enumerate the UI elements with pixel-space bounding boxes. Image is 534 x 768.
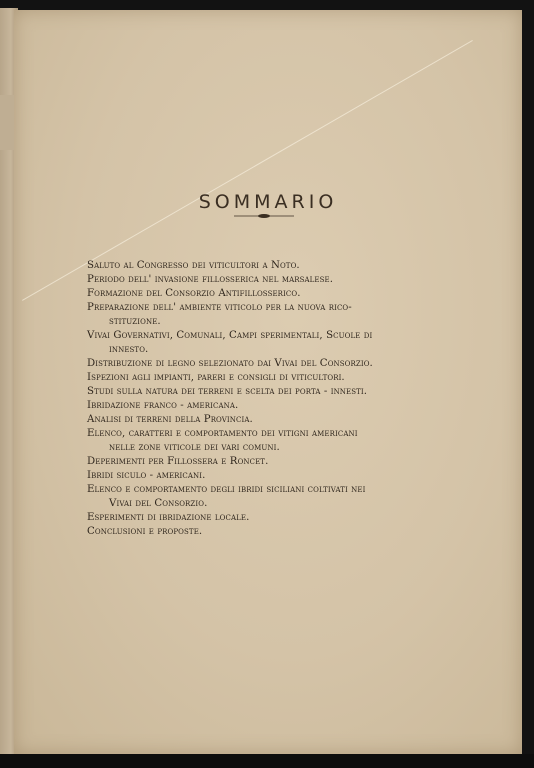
toc-entry-continuation: nelle zone viticole dei vari comuni. bbox=[109, 442, 280, 453]
toc-entry: Formazione del Consorzio Antifillosserico. bbox=[87, 288, 301, 299]
toc-entry: Ispezioni agli impianti, pareri e consigli di viticultori. bbox=[87, 372, 345, 383]
toc-entry: Periodo dell' invasione fillosserica nel marsalese. bbox=[87, 274, 334, 285]
toc-entry: Saluto al Congresso dei viticultori a Noto. bbox=[87, 260, 300, 271]
toc-entry: Distribuzione di legno selezionato dai Vivai del Consorzio. bbox=[87, 358, 373, 369]
table-of-contents bbox=[87, 259, 447, 539]
toc-entry: Conclusioni e proposte. bbox=[87, 526, 203, 537]
toc-entry: Vivai Governativi, Comunali, Campi sperimentali, Scuole di bbox=[87, 330, 373, 341]
toc-entry: Analisi di terreni della Provincia. bbox=[87, 414, 253, 425]
toc-entry: Ibridazione franco - americana. bbox=[87, 400, 239, 411]
page-title: SOMMARIO bbox=[198, 190, 338, 213]
toc-entry-continuation: innesto. bbox=[109, 344, 149, 355]
toc-entry: Deperimenti per Fillossera e Roncet. bbox=[87, 456, 269, 467]
toc-entry: Studi sulla natura dei terreni e scelta dei porta - innesti. bbox=[87, 386, 368, 397]
toc-entry-continuation: Vivai del Consorzio. bbox=[109, 498, 208, 509]
document-page bbox=[14, 10, 522, 754]
scan-border bbox=[0, 754, 534, 768]
ornament-divider bbox=[234, 213, 294, 219]
toc-entry: Ibridi siculo - americani. bbox=[87, 470, 206, 481]
toc-entry: Elenco e comportamento degli ibridi siciliani coltivati nei bbox=[87, 484, 366, 495]
toc-entry: Esperimenti di ibridazione locale. bbox=[87, 512, 250, 523]
toc-entry: Preparazione dell' ambiente viticolo per la nuova rico- bbox=[87, 302, 352, 313]
toc-entry-continuation: stituzione. bbox=[109, 316, 161, 327]
toc-entry: Elenco, caratteri e comportamento dei vitigni americani bbox=[87, 428, 358, 439]
